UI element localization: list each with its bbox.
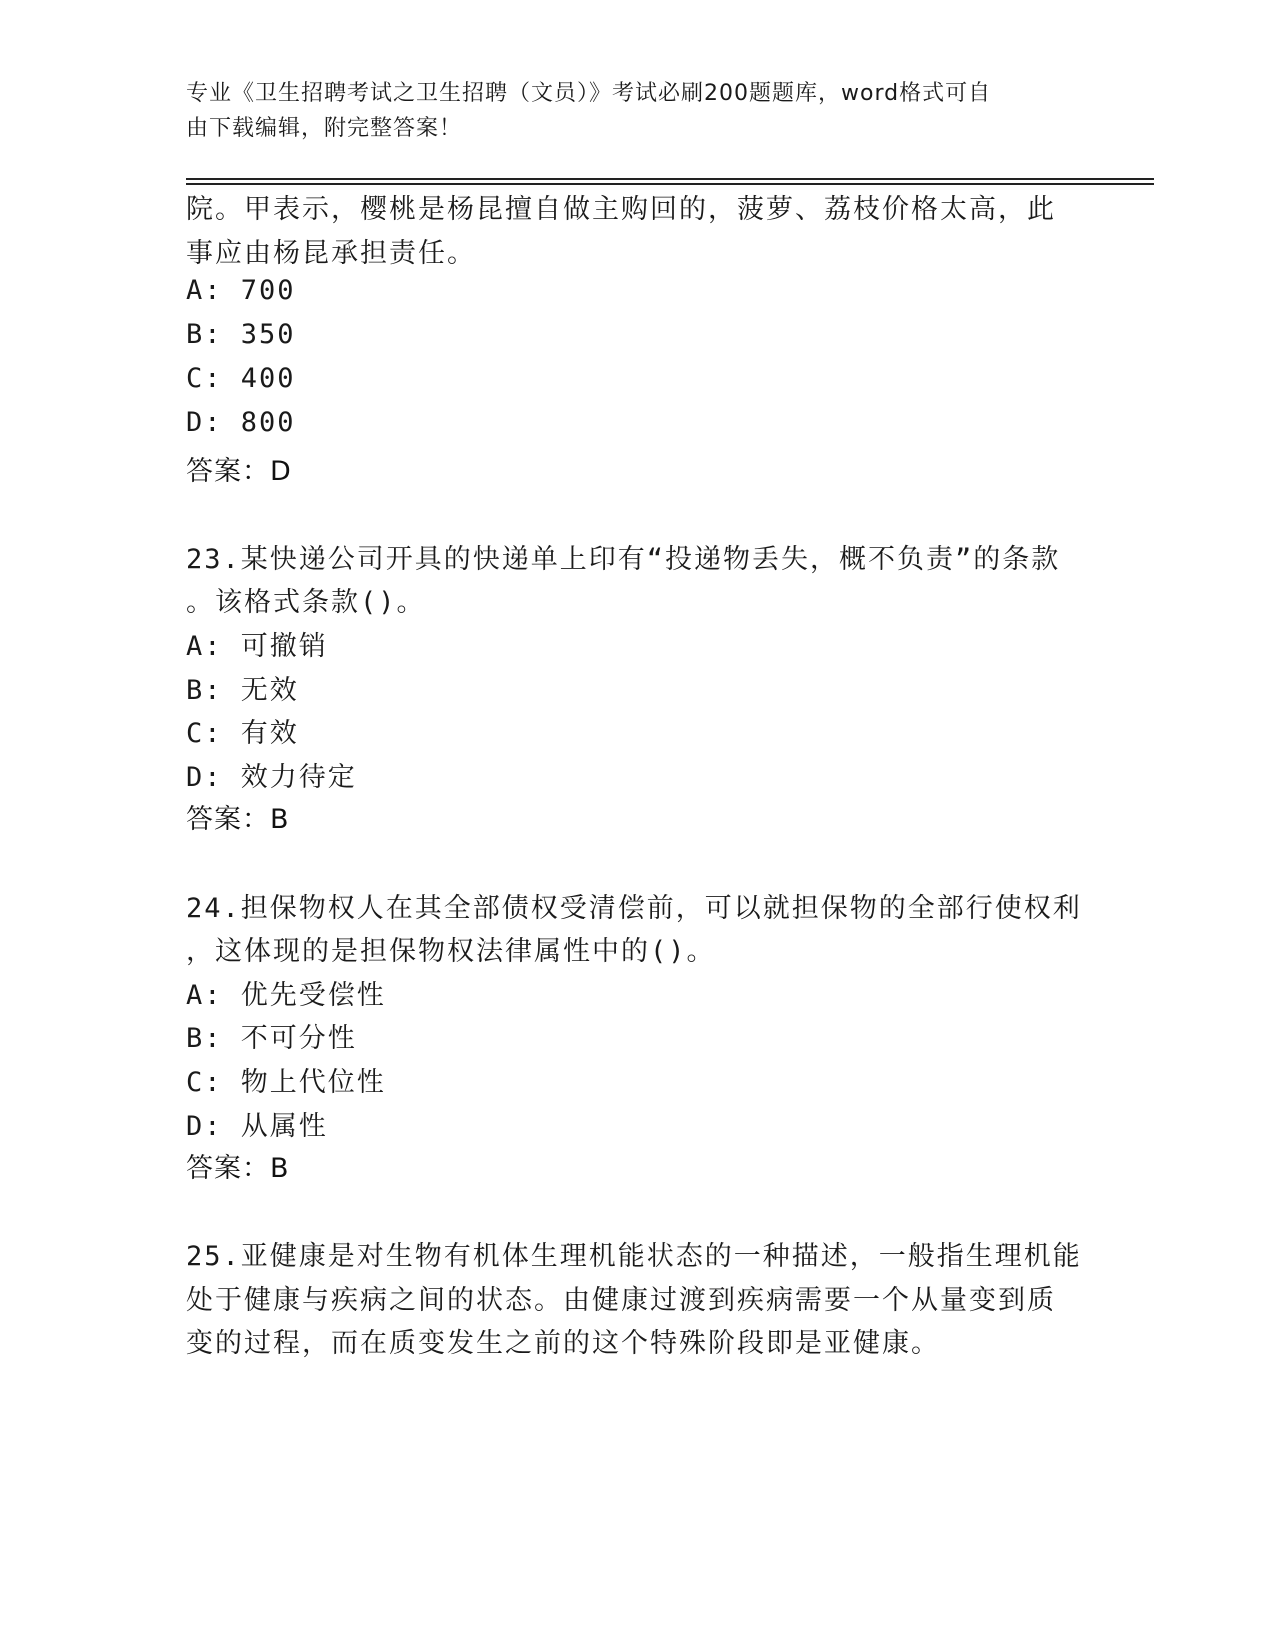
question-22-answer: 答案：D [186,456,292,487]
question-23-text-line-2: 。该格式条款()。 [186,587,426,618]
question-22-text-line-1: 院。甲表示，樱桃是杨昆擅自做主购回的，菠萝、荔枝价格太高，此 [186,194,1056,225]
question-25-text-line-1: 25.亚健康是对生物有机体生理机能状态的一种描述，一般指生理机能 [186,1241,1082,1272]
header-title-line-1: 专业《卫生招聘考试之卫生招聘（文员）》考试必刷200题题库，word格式可自 [186,81,992,106]
question-24-option-d: D: 从属性 [186,1111,328,1142]
question-24-option-b: B: 不可分性 [186,1023,357,1054]
question-25-text-line-2: 处于健康与疾病之间的状态。由健康过渡到疾病需要一个从量变到质 [186,1285,1056,1316]
question-23-option-a: A: 可撤销 [186,631,328,662]
question-25-text-line-3: 变的过程，而在质变发生之前的这个特殊阶段即是亚健康。 [186,1328,940,1359]
question-22-option-d: D: 800 [186,407,296,438]
question-23-option-c: C: 有效 [186,718,299,749]
header-title-line-2: 由下载编辑，附完整答案！ [186,116,463,141]
question-24-text-line-1: 24.担保物权人在其全部债权受清偿前，可以就担保物的全部行使权利 [186,893,1082,924]
question-23-text-line-1: 23.某快递公司开具的快递单上印有“投递物丢失，概不负责”的条款 [186,544,1061,575]
question-22-text-line-2: 事应由杨昆承担责任。 [186,238,476,269]
question-22-option-c: C: 400 [186,363,296,394]
header-divider-top [186,178,1154,180]
header-divider-bottom [186,183,1154,185]
question-24-text-line-2: ，这体现的是担保物权法律属性中的()。 [186,936,716,967]
question-23-option-d: D: 效力待定 [186,762,357,793]
question-23-option-b: B: 无效 [186,675,299,706]
question-22-option-b: B: 350 [186,319,296,350]
document-header [186,76,1066,146]
question-23-answer: 答案：B [186,804,290,835]
question-22-option-a: A: 700 [186,275,296,306]
question-24-option-a: A: 优先受偿性 [186,980,386,1011]
question-24-option-c: C: 物上代位性 [186,1067,386,1098]
question-24-answer: 答案：B [186,1153,290,1184]
